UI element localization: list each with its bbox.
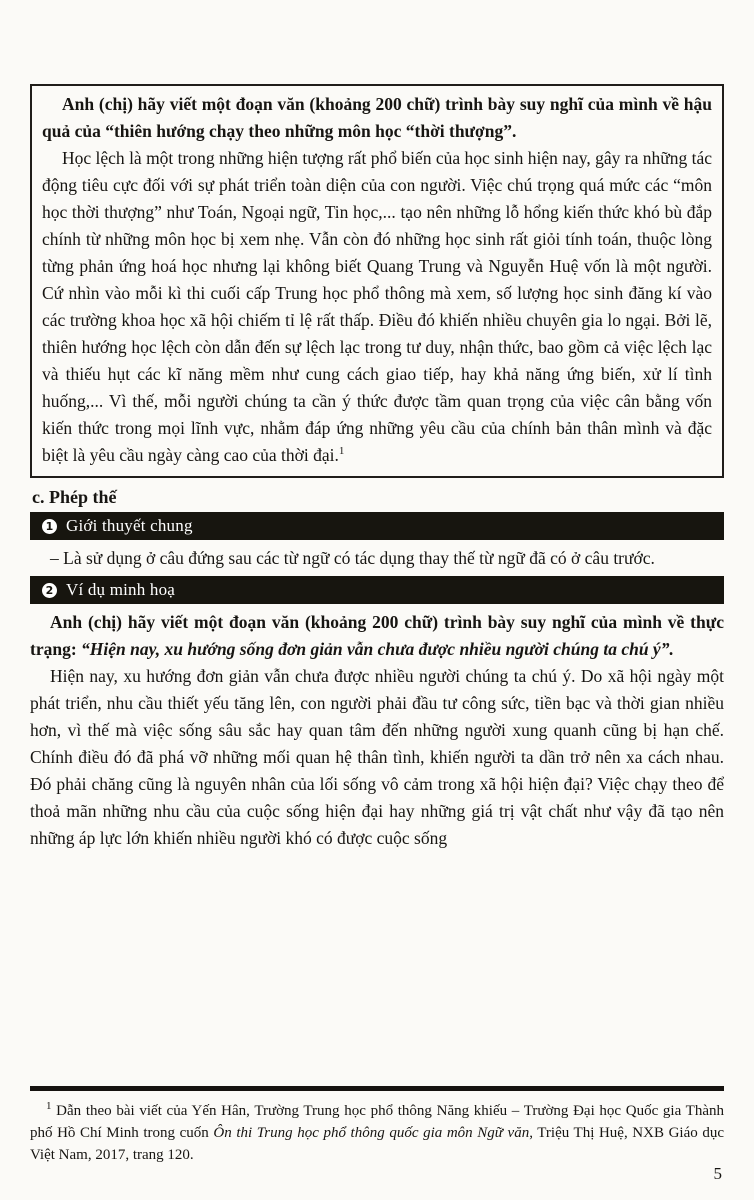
essay-prompt-2-quote: “Hiện nay, xu hướng sống đơn giản vẫn chưa được nhiều người chúng ta chú ý”. bbox=[81, 639, 674, 659]
definition-paragraph bbox=[30, 545, 724, 572]
essay-sample-2-text: Hiện nay, xu hướng đơn giản vẫn chưa được nhiều người chúng ta chú ý. Do xã hội ngày một phát triển, nhu cầu thiết yếu tăng lên, con người phải đầu tư công sức, tiền bạc và thời gian nhiều hơn, vì thế mà việc sống sâu sắc hay quan tâm đến những người xung quanh cũng bị hạn chế. Chính điều đó đã phá vỡ những mối quan hệ thân tình, khiến người ta dần trở nên xa cách nhau. Đó phải chăng cũng là nguyên nhân của lối sống vô cảm trong xã hội hiện đại? Việc chạy theo để thoả mãn những nhu cầu của cuộc sống hiện đại hay những giá trị vật chất như vậy đã tạo nên những áp lực lớn khiến nhiều người khó có được cuộc sống bbox=[30, 666, 724, 848]
subsection-heading: c. Phép thế bbox=[32, 487, 117, 507]
footnote-before: Dẫn theo bài viết của Yến Hân, Trường Trung học phổ thông Năng khiếu – Trường Đại học Quốc gia Thành phố Hồ Chí Minh trong cuốn bbox=[30, 1103, 724, 1141]
essay-prompt-1-text: Anh (chị) hãy viết một đoạn văn (khoảng 200 chữ) trình bày suy nghĩ của mình về hậu quả của “thiên hướng chạy theo những môn học “thời thượng”. bbox=[42, 94, 712, 141]
section-bar-example-label: Ví dụ minh hoạ bbox=[66, 580, 176, 599]
circled-two-icon: 2 bbox=[42, 583, 57, 598]
footnote-after: , Triệu Thị Huệ, NXB Giáo dục Việt Nam, 2017, trang 120. bbox=[30, 1125, 724, 1163]
section-bar-theory bbox=[30, 512, 724, 540]
essay-prompt-2-lead: Anh (chị) hãy viết một đoạn văn (khoảng 200 chữ) trình bày suy nghĩ của mình về thực trạng: bbox=[30, 612, 724, 659]
footnote-section bbox=[30, 1086, 724, 1166]
footnote-reference: 1 bbox=[338, 445, 345, 458]
section-bar-example bbox=[30, 576, 724, 604]
page-number: 5 bbox=[713, 1164, 722, 1183]
page-content bbox=[30, 84, 724, 852]
essay-prompt-1 bbox=[42, 91, 712, 145]
essay-prompt-2 bbox=[30, 609, 724, 663]
definition-text: – Là sử dụng ở câu đứng sau các từ ngữ có tác dụng thay thế từ ngữ đã có ở câu trước. bbox=[50, 548, 655, 568]
footnote-book-title: Ôn thi Trung học phổ thông quốc gia môn Ngữ văn bbox=[213, 1125, 530, 1141]
essay-sample-1 bbox=[42, 145, 712, 469]
footnote-divider bbox=[30, 1086, 724, 1091]
essay-sample-2 bbox=[30, 663, 724, 852]
section-bar-theory-label: Giới thuyết chung bbox=[66, 516, 193, 535]
circled-one-icon: 1 bbox=[42, 519, 57, 534]
footnote-text bbox=[30, 1100, 724, 1166]
footnote-marker: 1 bbox=[46, 1100, 52, 1112]
essay-sample-1-text: Học lệch là một trong những hiện tượng rất phổ biến của học sinh hiện nay, gây ra những tác động tiêu cực đối với sự phát triển toàn diện của con người. Việc chú trọng quá mức các “môn học thời thượng” như Toán, Ngoại ngữ, Tin học,... tạo nên những lỗ hổng kiến thức khó bù đắp chính từ những môn học bị xem nhẹ. Vẫn còn đó những học sinh rất giỏi tính toán, thuộc lòng từng phản ứng hoá học nhưng lại không biết Quang Trung và Nguyễn Huệ vốn là một người. Cứ nhìn vào mỗi kì thi cuối cấp Trung học phổ thông mà xem, số lượng học sinh đăng kí vào các trường khoa học xã hội chiếm tỉ lệ rất thấp. Điều đó khiến nhiều chuyên gia lo ngại. Bởi lẽ, thiên hướng học lệch còn dẫn đến sự lệch lạc trong tư duy, nhận thức, bao gồm cả việc lệch lạc và thiếu hụt các kĩ năng mềm như cung cách giao tiếp, hay khả năng ứng biến, xử lí tình huống,... Vì thế, mỗi người chúng ta cần ý thức được tầm quan trọng của việc cân bằng vốn kiến thức trong mọi lĩnh vực, nhằm đáp ứng những yêu cầu của chính bản thân mình và đặc biệt là yêu cầu ngày càng cao của thời đại. bbox=[42, 148, 712, 465]
example-box bbox=[30, 84, 724, 478]
